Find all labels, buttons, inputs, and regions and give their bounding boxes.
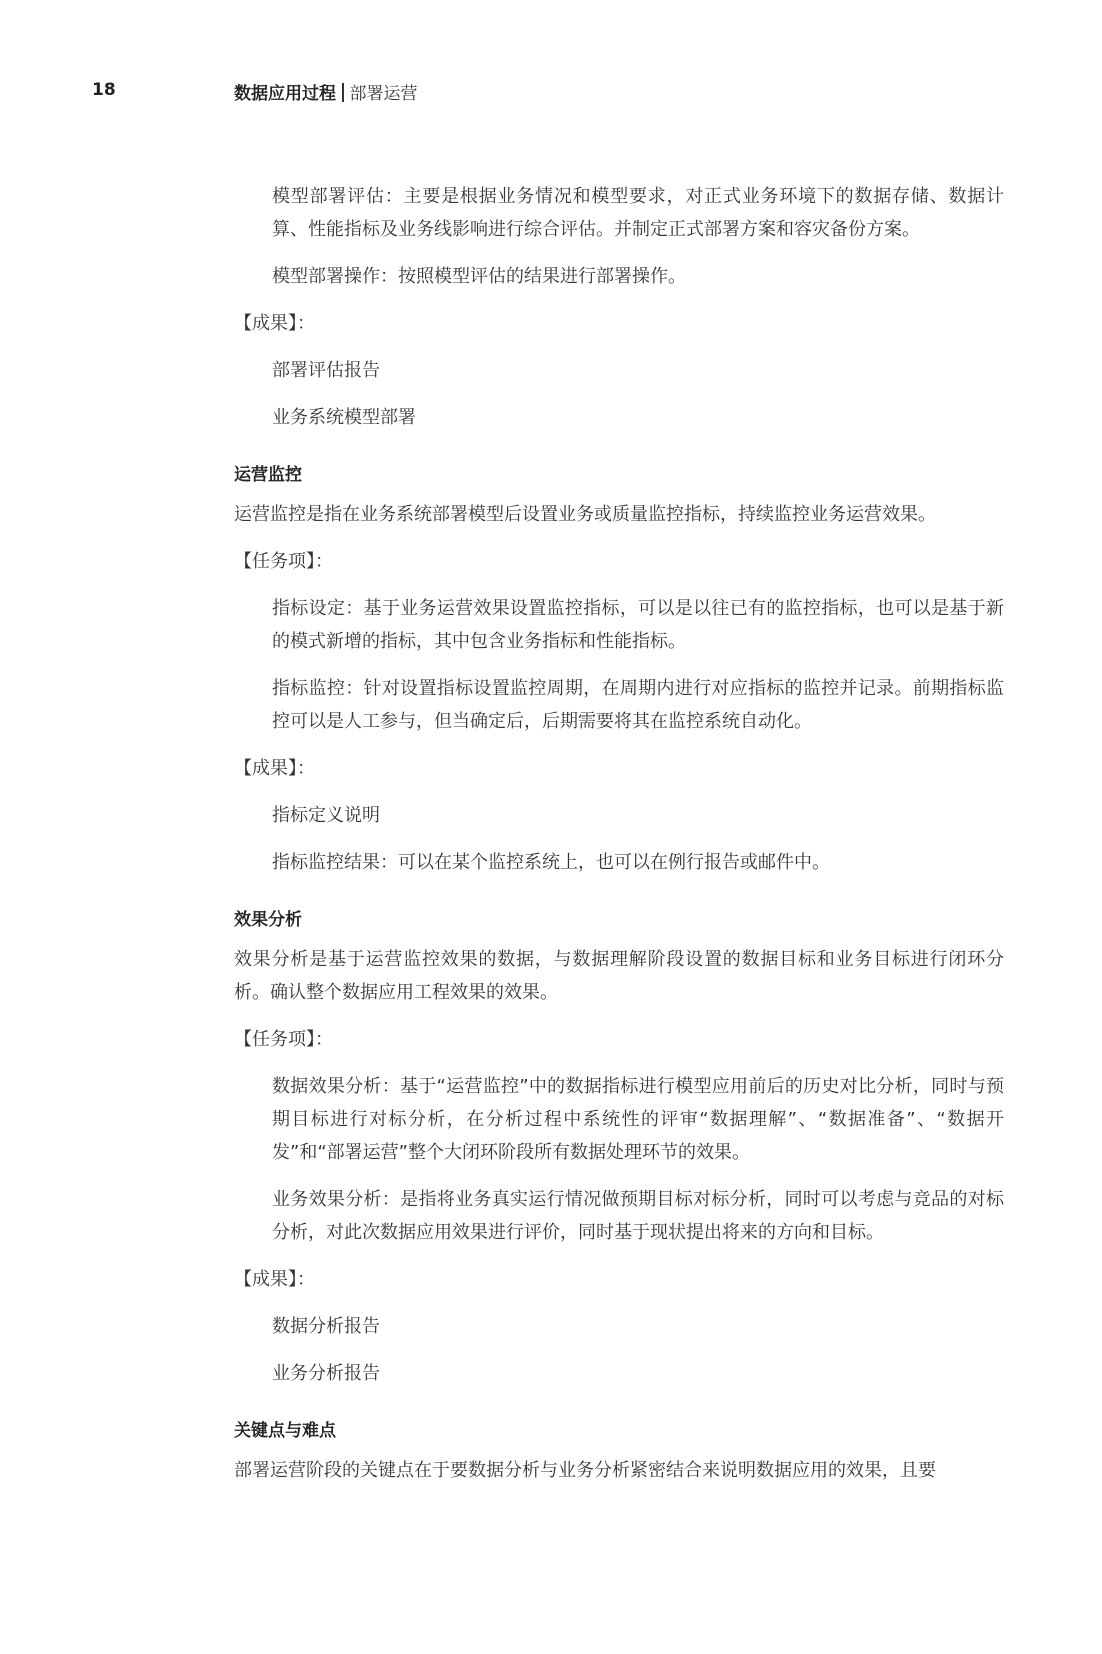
task-item: 指标设定：基于业务运营效果设置监控指标，可以是以往已有的监控指标，也可以是基于新的模式新增的指标，其中包含业务指标和性能指标。 [272, 598, 1004, 652]
section-heading-keypoints: 关键点与难点 [234, 1421, 336, 1441]
page-content [234, 180, 1004, 1487]
results-label: 【成果】： [234, 758, 315, 779]
section-intro: 效果分析是基于运营监控效果的数据，与数据理解阶段设置的数据目标和业务目标进行闭环分析。确认整个数据应用工程效果的效果。 [234, 949, 1004, 1003]
result-item: 业务系统模型部署 [272, 407, 416, 428]
page-number: 18 [92, 80, 116, 100]
task-item: 指标监控：针对设置指标设置监控周期，在周期内进行对应指标的监控并记录。前期指标监控可以是人工参与，但当确定后，后期需要将其在监控系统自动化。 [272, 678, 1004, 732]
section-intro: 部署运营阶段的关键点在于要数据分析与业务分析紧密结合来说明数据应用的效果，且要 [234, 1460, 936, 1481]
section-intro: 运营监控是指在业务系统部署模型后设置业务或质量监控指标，持续监控业务运营效果。 [234, 504, 936, 525]
task-item: 数据效果分析：基于“运营监控”中的数据指标进行模型应用前后的历史对比分析，同时与预期目标进行对标分析，在分析过程中系统性的评审“数据理解”、“数据准备”、“数据开发”和“部署运营”整个大闭环阶段所有数据处理环节的效果。 [272, 1076, 1004, 1163]
task-item-deploy-evaluation: 模型部署评估：主要是根据业务情况和模型要求，对正式业务环境下的数据存储、数据计算、性能指标及业务线影响进行综合评估。并制定正式部署方案和容灾备份方案。 [272, 186, 1004, 240]
result-item: 业务分析报告 [272, 1363, 380, 1384]
section-heading-analysis: 效果分析 [234, 910, 302, 930]
task-item: 业务效果分析：是指将业务真实运行情况做预期目标对标分析，同时可以考虑与竞品的对标分析，对此次数据应用效果进行评价，同时基于现状提出将来的方向和目标。 [272, 1189, 1004, 1243]
chapter-title: 数据应用过程 [234, 84, 336, 104]
task-item-deploy-operation: 模型部署操作：按照模型评估的结果进行部署操作。 [272, 266, 686, 287]
results-label: 【成果】： [234, 313, 315, 334]
tasks-label: 【任务项】： [234, 1029, 333, 1050]
section-title: 部署运营 [349, 84, 418, 104]
result-item: 数据分析报告 [272, 1316, 380, 1337]
results-label: 【成果】： [234, 1269, 315, 1290]
result-item: 指标监控结果：可以在某个监控系统上，也可以在例行报告或邮件中。 [272, 852, 830, 873]
running-header [234, 79, 418, 104]
tasks-label: 【任务项】： [234, 551, 333, 572]
section-heading-monitoring: 运营监控 [234, 465, 302, 485]
result-item: 指标定义说明 [272, 805, 380, 826]
result-item: 部署评估报告 [272, 360, 380, 381]
header-divider [342, 83, 344, 102]
